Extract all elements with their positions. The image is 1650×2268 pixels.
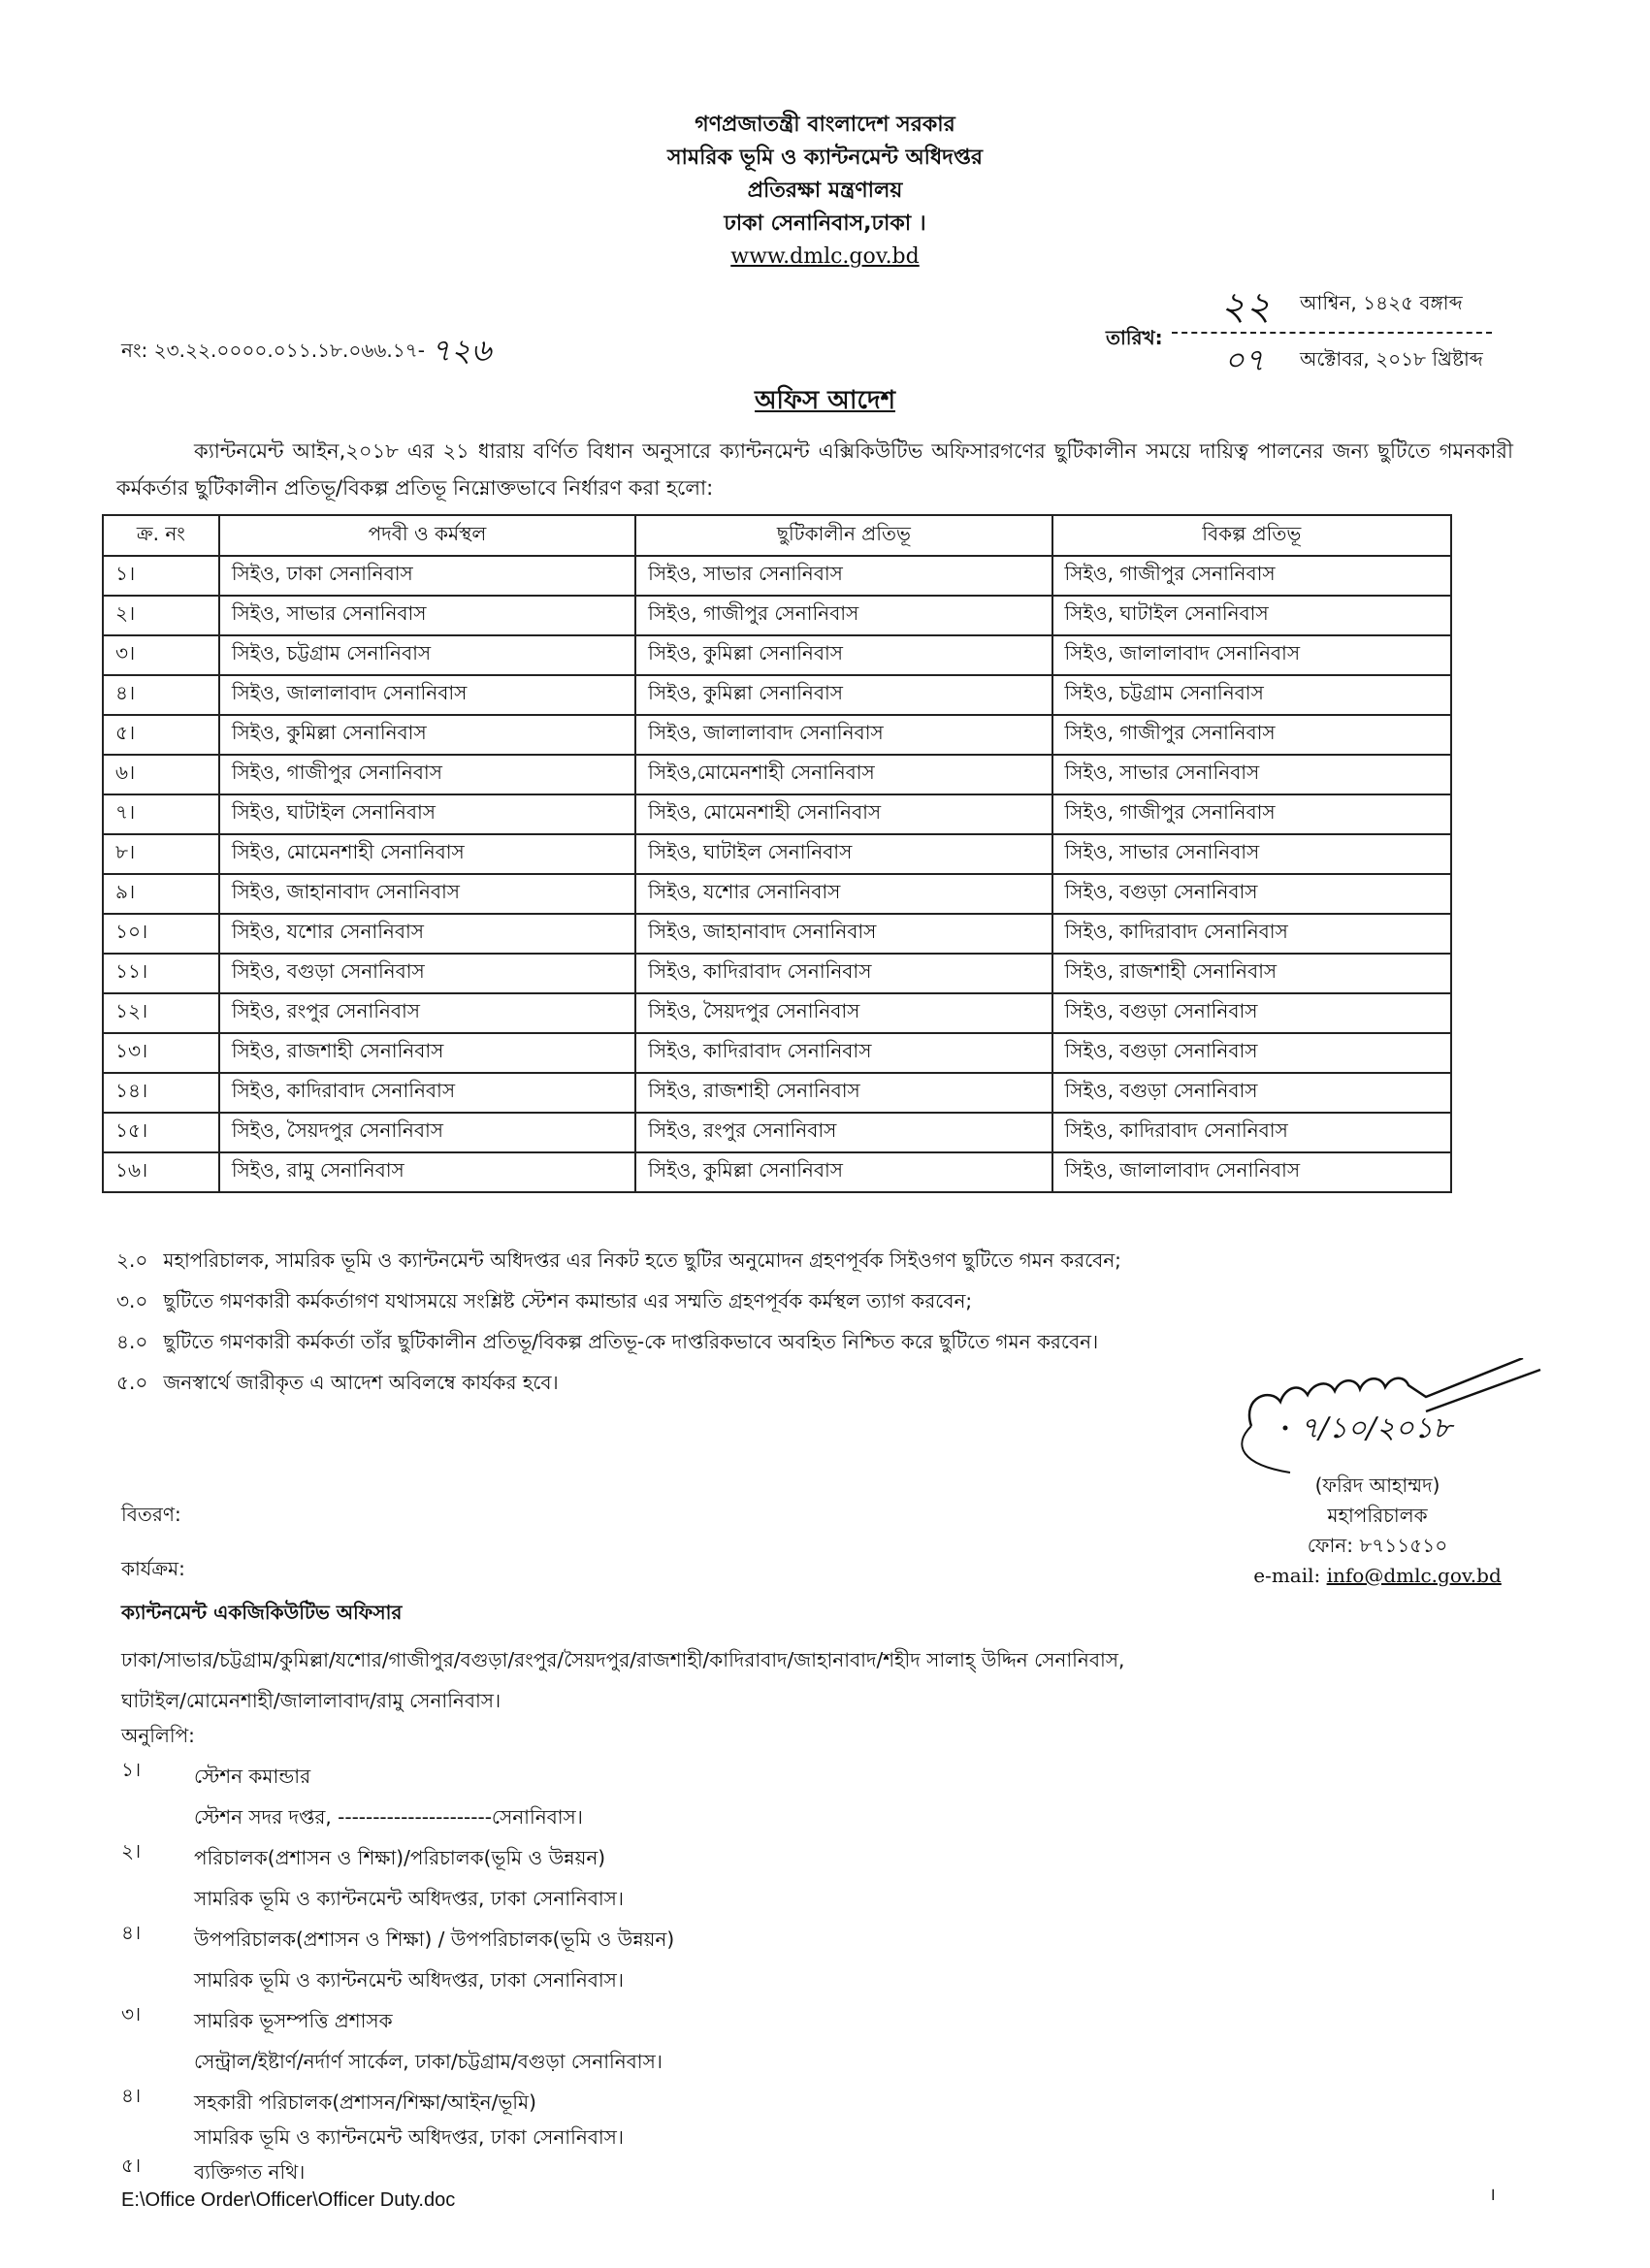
office-address: ঢাকা সেনানিবাস,ঢাকা । <box>724 211 926 236</box>
clause-item <box>116 1280 1552 1321</box>
signer-name: (ফরিদ আহাম্মদ) <box>1314 1474 1440 1497</box>
cell-alternate: সিইও, গাজীপুর সেনানিবাস <box>1052 794 1451 834</box>
clause-item <box>116 1240 1552 1280</box>
table-row <box>103 755 1451 794</box>
copy-item <box>121 2082 674 2152</box>
cell-delegate: সিইও, যশোর সেনানিবাস <box>635 874 1051 914</box>
cell-alternate: সিইও, রাজশাহী সেনানিবাস <box>1052 954 1451 993</box>
table-row <box>103 556 1451 596</box>
cell-serial: ১৬। <box>103 1152 219 1192</box>
memo-number-handwritten: ৭২৬ <box>430 332 492 369</box>
table-row <box>103 1152 1451 1192</box>
distribution-label: বিতরণ: <box>121 1503 181 1526</box>
cell-serial: ২। <box>103 596 219 635</box>
bangla-date: আশ্বিন, ১৪২৫ বঙ্গাব্দ <box>1300 291 1463 314</box>
distribution-labels <box>121 1487 185 1596</box>
column-header-serial: ক্র. নং <box>103 515 219 556</box>
cell-serial: ১৫। <box>103 1113 219 1152</box>
copy-number: ৫। <box>121 2154 142 2177</box>
table-row <box>103 834 1451 874</box>
cell-post: সিইও, বগুড়া সেনানিবাস <box>219 954 635 993</box>
cell-serial: ৫। <box>103 715 219 755</box>
cell-post: সিইও, কুমিল্লা সেনানিবাস <box>219 715 635 755</box>
copy-recipient-office: সামরিক ভূমি ও ক্যান্টনমেন্ট অধিদপ্তর, ঢাকা সেনানিবাস। <box>194 1968 625 1992</box>
cell-serial: ৭। <box>103 794 219 834</box>
ceo-heading: ক্যান্টনমেন্ট একজিকিউটিভ অফিসার <box>121 1601 403 1624</box>
cell-delegate: সিইও, জালালাবাদ সেনানিবাস <box>635 715 1051 755</box>
english-day-handwritten: ০৭ <box>1224 341 1265 378</box>
cell-delegate: সিইও, কুমিল্লা সেনানিবাস <box>635 635 1051 675</box>
cell-serial: ৬। <box>103 755 219 794</box>
intro-paragraph: ক্যান্টনমেন্ট আইন,২০১৮ এর ২১ ধারায় বর্ণিত বিধান অনুসারে ক্যান্টনমেন্ট এক্সিকিউটিভ অফিসারগণের ছুটিকালীন সময়ে দায়িত্ব পালনের জন্য ছুটিতে গমনকারী কর্মকর্তার ছুটিকালীন প্রতিভূ/বিকল্প প্রতিভূ নিম্নোক্তভাবে নির্ধারণ করা হলো: <box>116 439 1513 500</box>
date-block <box>1106 281 1513 388</box>
cell-delegate: সিইও, কাদিরাবাদ সেনানিবাস <box>635 954 1051 993</box>
column-header-delegate: ছুটিকালীন প্রতিভূ <box>635 515 1051 556</box>
clause-number: ৩.০ <box>116 1289 148 1312</box>
cell-serial: ১২। <box>103 993 219 1033</box>
cell-post: সিইও, রংপুর সেনানিবাস <box>219 993 635 1033</box>
clause-number: ২.০ <box>116 1248 148 1272</box>
copy-recipient: পরিচালক(প্রশাসন ও শিক্ষা)/পরিচালক(ভূমি ও উন্নয়ন) <box>194 1846 606 1869</box>
copy-list <box>121 1756 674 2192</box>
bangla-day-handwritten: ২২ <box>1220 284 1272 329</box>
cell-serial: ১০। <box>103 914 219 954</box>
table-row <box>103 1073 1451 1113</box>
table-row <box>103 914 1451 954</box>
cell-delegate: সিইও, সৈয়দপুর সেনানিবাস <box>635 993 1051 1033</box>
cell-delegate: সিইও, কুমিল্লা সেনানিবাস <box>635 1152 1051 1192</box>
page-title: অফিস আদেশ <box>754 386 895 415</box>
table-row <box>103 993 1451 1033</box>
copy-recipient: উপপরিচালক(প্রশাসন ও শিক্ষা) / উপপরিচালক(ভূমি ও উন্নয়ন) <box>194 1928 675 1951</box>
cell-serial: ৮। <box>103 834 219 874</box>
copy-number: ২। <box>121 1839 142 1863</box>
ministry-name: প্রতিরক্ষা মন্ত্রণালয় <box>747 178 903 203</box>
cell-serial: ১৩। <box>103 1033 219 1073</box>
cell-serial: ১। <box>103 556 219 596</box>
memo-number <box>121 326 491 378</box>
cell-post: সিইও, ঢাকা সেনানিবাস <box>219 556 635 596</box>
cell-serial: ৪। <box>103 675 219 715</box>
clause-number: ৫.০ <box>116 1371 148 1394</box>
table-row <box>103 874 1451 914</box>
cell-delegate: সিইও, সাভার সেনানিবাস <box>635 556 1051 596</box>
cell-post: সিইও, চট্টগ্রাম সেনানিবাস <box>219 635 635 675</box>
cell-post: সিইও, সাভার সেনানিবাস <box>219 596 635 635</box>
cell-serial: ৩। <box>103 635 219 675</box>
file-path: E:\Office Order\Officer\Officer Duty.doc <box>121 2189 456 2211</box>
table-row <box>103 954 1451 993</box>
clause-text: মহাপরিচালক, সামরিক ভূমি ও ক্যান্টনমেন্ট অধিদপ্তর এর নিকট হতে ছুটির অনুমোদন গ্রহণপূর্বক সিইওগণ ছুটিতে গমন করবেন; <box>163 1248 1121 1272</box>
memo-number-label: নং: ২৩.২২.০০০০.০১১.১৮.০৬৬.১৭- <box>121 339 425 362</box>
cell-alternate: সিইও, গাজীপুর সেনানিবাস <box>1052 556 1451 596</box>
email-label: e-mail: <box>1253 1564 1321 1587</box>
table-row <box>103 635 1451 675</box>
ceo-recipients-line: ঢাকা/সাভার/চট্টগ্রাম/কুমিল্লা/যশোর/গাজীপুর/বগুড়া/রংপুর/সৈয়দপুর/রাজশাহী/কাদিরাবাদ/জাহানাবাদ/শহীদ সালাহ্ উদ্দিন সেনানিবাস, <box>121 1648 1125 1671</box>
signature-icon <box>1232 1358 1542 1484</box>
signer-block <box>1193 1471 1562 1591</box>
cell-alternate: সিইও, বগুড়া সেনানিবাস <box>1052 874 1451 914</box>
clause-item <box>116 1321 1552 1362</box>
cell-delegate: সিইও, রাজশাহী সেনানিবাস <box>635 1073 1051 1113</box>
copy-recipient-office: সেন্ট্রাল/ইষ্টার্ণ/নর্দার্ণ সার্কেল, ঢাকা/চট্টগ্রাম/বগুড়া সেনানিবাস। <box>194 2050 663 2073</box>
copy-recipient-office: সামরিক ভূমি ও ক্যান্টনমেন্ট অধিদপ্তর, ঢাকা সেনানিবাস। <box>194 2125 625 2149</box>
english-date: অক্টোবর, ২০১৮ খ্রিষ্টাব্দ <box>1300 347 1483 371</box>
signer-email <box>1193 1561 1562 1591</box>
copy-item <box>121 1919 674 2000</box>
page-mark: । <box>1489 2185 1496 2205</box>
govt-name: গণপ্রজাতন্ত্রী বাংলাদেশ সরকার <box>695 113 955 137</box>
copy-number: ৪। <box>121 1921 142 1944</box>
table-row <box>103 715 1451 755</box>
date-divider <box>1172 332 1492 334</box>
clause-text: জনস্বার্থে জারীকৃত এ আদেশ অবিলম্বে কার্যকর হবে। <box>163 1371 559 1394</box>
signer-designation: মহাপরিচালক <box>1327 1504 1428 1527</box>
copy-recipient: স্টেশন কমান্ডার <box>194 1765 311 1788</box>
copy-number: ৪। <box>121 2084 142 2107</box>
copy-item <box>121 2152 674 2192</box>
cell-delegate: সিইও, রংপুর সেনানিবাস <box>635 1113 1051 1152</box>
copy-item <box>121 2000 674 2082</box>
cell-delegate: সিইও, মোমেনশাহী সেনানিবাস <box>635 794 1051 834</box>
cell-serial: ১৪। <box>103 1073 219 1113</box>
cell-delegate: সিইও, জাহানাবাদ সেনানিবাস <box>635 914 1051 954</box>
cell-post: সিইও, রাজশাহী সেনানিবাস <box>219 1033 635 1073</box>
cell-alternate: সিইও, গাজীপুর সেনানিবাস <box>1052 715 1451 755</box>
cell-alternate: সিইও, জালালাবাদ সেনানিবাস <box>1052 1152 1451 1192</box>
cell-alternate: সিইও, কাদিরাবাদ সেনানিবাস <box>1052 914 1451 954</box>
cell-alternate: সিইও, কাদিরাবাদ সেনানিবাস <box>1052 1113 1451 1152</box>
cell-delegate: সিইও, গাজীপুর সেনানিবাস <box>635 596 1051 635</box>
cell-delegate: সিইও, কাদিরাবাদ সেনানিবাস <box>635 1033 1051 1073</box>
cell-post: সিইও, রামু সেনানিবাস <box>219 1152 635 1192</box>
letterhead <box>0 109 1650 274</box>
signature-scribble <box>1232 1358 1542 1474</box>
cell-alternate: সিইও, জালালাবাদ সেনানিবাস <box>1052 635 1451 675</box>
cell-post: সিইও, জাহানাবাদ সেনানিবাস <box>219 874 635 914</box>
cell-delegate: সিইও, কুমিল্লা সেনানিবাস <box>635 675 1051 715</box>
ceo-recipients-line: ঘাটাইল/মোমেনশাহী/জালালাবাদ/রামু সেনানিবাস। <box>121 1689 501 1712</box>
cell-post: সিইও, মোমেনশাহী সেনানিবাস <box>219 834 635 874</box>
copy-number: ১। <box>121 1758 142 1781</box>
copy-recipient: ব্যক্তিগত নথি। <box>194 2160 306 2184</box>
copy-label: অনুলিপি: <box>121 1724 195 1747</box>
copy-item <box>121 1837 674 1919</box>
cell-serial: ১১। <box>103 954 219 993</box>
copy-item <box>121 1756 674 1837</box>
table-header-row <box>103 515 1451 556</box>
cell-delegate: সিইও,মোমেনশাহী সেনানিবাস <box>635 755 1051 794</box>
table-row <box>103 1113 1451 1152</box>
cell-post: সিইও, ঘাটাইল সেনানিবাস <box>219 794 635 834</box>
cell-alternate: সিইও, বগুড়া সেনানিবাস <box>1052 1073 1451 1113</box>
table-row <box>103 794 1451 834</box>
cell-post: সিইও, গাজীপুর সেনানিবাস <box>219 755 635 794</box>
cell-alternate: সিইও, সাভার সেনানিবাস <box>1052 834 1451 874</box>
cell-alternate: সিইও, চট্টগ্রাম সেনানিবাস <box>1052 675 1451 715</box>
cell-alternate: সিইও, বগুড়া সেনানিবাস <box>1052 993 1451 1033</box>
table-row <box>103 675 1451 715</box>
clause-text: ছুটিতে গমণকারী কর্মকর্তাগণ যথাসময়ে সংশ্লিষ্ট স্টেশন কমান্ডার এর সম্মতি গ্রহণপূর্বক কর্মস্থল ত্যাগ করবেন; <box>163 1289 973 1312</box>
cell-post: সিইও, জালালাবাদ সেনানিবাস <box>219 675 635 715</box>
copy-recipient: সহকারী পরিচালক(প্রশাসন/শিক্ষা/আইন/ভূমি) <box>194 2090 536 2114</box>
clause-text: ছুটিতে গমণকারী কর্মকর্তা তাঁর ছুটিকালীন প্রতিভূ/বিকল্প প্রতিভূ-কে দাপ্তরিকভাবে অবহিত নিশ্চিত করে ছুটিতে গমন করবেন। <box>163 1330 1099 1353</box>
delegation-table <box>102 514 1452 1193</box>
cell-post: সিইও, কাদিরাবাদ সেনানিবাস <box>219 1073 635 1113</box>
copy-recipient-office: সামরিক ভূমি ও ক্যান্টনমেন্ট অধিদপ্তর, ঢাকা সেনানিবাস। <box>194 1887 625 1910</box>
cell-delegate: সিইও, ঘাটাইল সেনানিবাস <box>635 834 1051 874</box>
date-label: তারিখ: <box>1106 326 1163 349</box>
cell-serial: ৯। <box>103 874 219 914</box>
table-row <box>103 1033 1451 1073</box>
action-label: কার্যক্রম: <box>121 1557 185 1580</box>
cell-post: সিইও, যশোর সেনানিবাস <box>219 914 635 954</box>
copy-recipient: সামরিক ভূসম্পত্তি প্রশাসক <box>194 2009 393 2032</box>
cell-alternate: সিইও, বগুড়া সেনানিবাস <box>1052 1033 1451 1073</box>
copy-number: ৩। <box>121 2002 142 2025</box>
signer-phone: ফোন: ৮৭১১৫১০ <box>1307 1534 1448 1557</box>
column-header-alternate: বিকল্প প্রতিভূ <box>1052 515 1451 556</box>
svg-text:৭/১০/২০১৮: ৭/১০/২০১৮ <box>1300 1411 1452 1445</box>
copy-recipient-office: স্টেশন সদর দপ্তর, ----------------------সেনানিবাস। <box>194 1805 583 1829</box>
email-link[interactable]: info@dmlc.gov.bd <box>1326 1564 1502 1587</box>
cell-post: সিইও, সৈয়দপুর সেনানিবাস <box>219 1113 635 1152</box>
ceo-recipients <box>121 1639 1576 1721</box>
column-header-post: পদবী ও কর্মস্থল <box>219 515 635 556</box>
table-row <box>103 596 1451 635</box>
cell-alternate: সিইও, সাভার সেনানিবাস <box>1052 755 1451 794</box>
department-name: সামরিক ভূমি ও ক্যান্টনমেন্ট অধিদপ্তর <box>666 146 984 170</box>
website-link[interactable]: www.dmlc.gov.bd <box>730 244 920 269</box>
clause-number: ৪.০ <box>116 1330 148 1353</box>
cell-alternate: সিইও, ঘাটাইল সেনানিবাস <box>1052 596 1451 635</box>
